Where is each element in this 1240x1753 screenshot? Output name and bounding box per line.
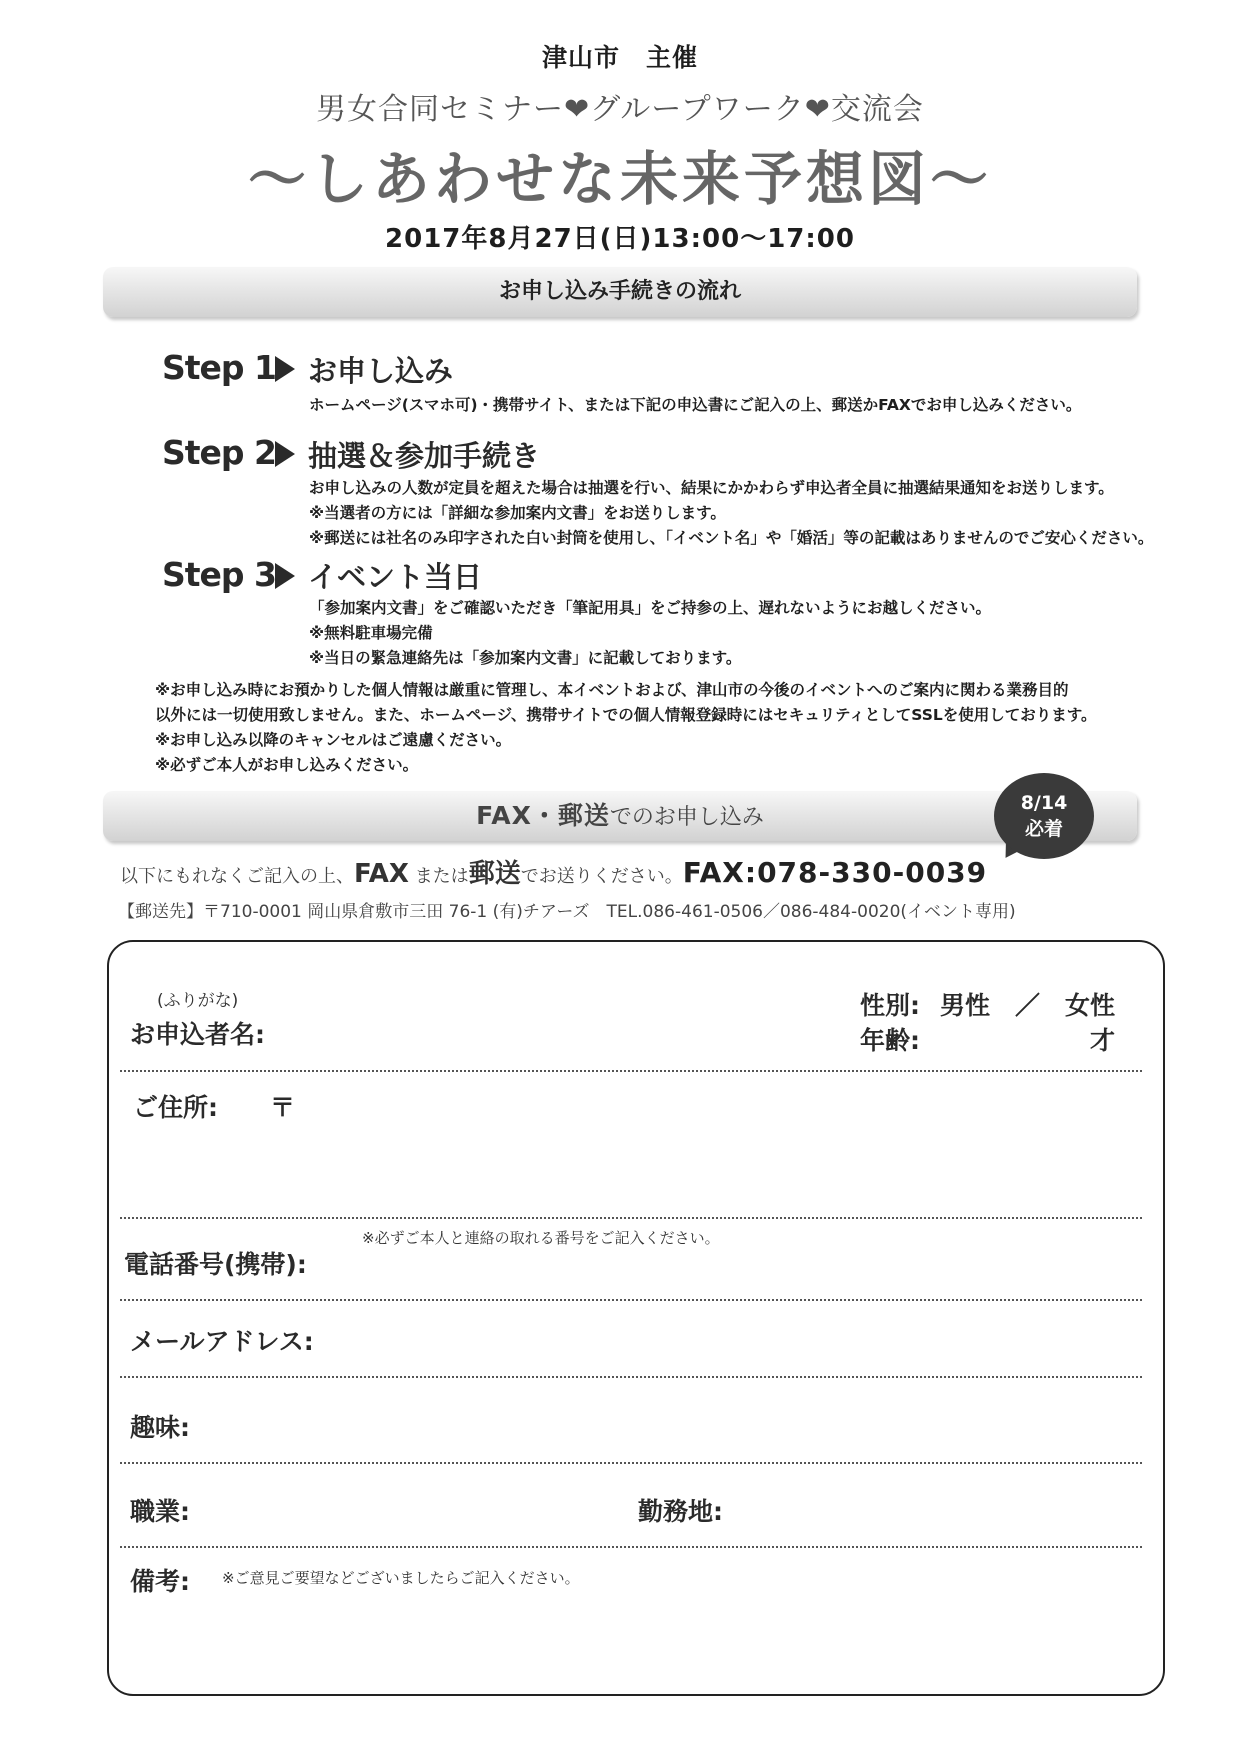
step-2-text-2: ※当選者の方には「詳細な参加案内文書」をお送りします。 xyxy=(309,504,726,522)
age-unit: 才 xyxy=(1090,1026,1116,1055)
fax-mail-banner xyxy=(103,791,1137,841)
job-field-line[interactable] xyxy=(120,1546,1142,1548)
send-instructions xyxy=(120,853,987,890)
fax-mail-banner-strong: FAX・郵送 xyxy=(476,801,610,830)
send-mid: または xyxy=(414,866,469,887)
deadline-label: 必着 xyxy=(1024,818,1063,840)
gender-options[interactable]: 男性 ／ 女性 xyxy=(940,991,1116,1020)
mail-address: 【郵送先】〒710-0001 岡山県倉敷市三田 76-1 (有)チアーズ TEL.086-461-0506／086-484-0020(イベント専用) xyxy=(118,902,1016,922)
remarks-label: 備考: xyxy=(130,1567,190,1596)
organizer: 津山市 主催 xyxy=(541,43,698,72)
procedure-banner: お申し込み手続きの流れ xyxy=(103,267,1137,317)
step-1-label: Step 1 xyxy=(162,348,276,387)
step-3-arrow-icon xyxy=(275,563,295,589)
job-label: 職業: xyxy=(130,1497,190,1526)
event-subtitle: 男女合同セミナー❤グループワーク❤交流会 xyxy=(316,92,924,127)
name-label: お申込者名: xyxy=(130,1020,265,1049)
cancel-note: ※お申し込み以降のキャンセルはご遠慮ください。 xyxy=(155,731,512,749)
phone-note: ※必ずご本人と連絡の取れる番号をご記入ください。 xyxy=(362,1229,720,1247)
remarks-note: ※ご意見ご要望などございましたらご記入ください。 xyxy=(222,1569,580,1587)
phone-field-line[interactable] xyxy=(120,1299,1142,1301)
send-fax: FAX xyxy=(354,859,409,889)
age-label: 年齢: xyxy=(860,1026,920,1055)
page-title: ～しあわせな未来予想図～ xyxy=(247,145,992,213)
step-3-text-2: ※無料駐車場完備 xyxy=(309,624,433,642)
step-1-title: お申し込み xyxy=(308,354,454,388)
step-1-arrow-icon xyxy=(275,356,295,382)
address-field-line[interactable] xyxy=(120,1217,1142,1219)
step-3-text-1: 「参加案内文書」をご確認いただき「筆記用具」をご持参の上、遅れないようにお越しください。 xyxy=(309,599,992,617)
privacy-note-1: ※お申し込み時にお預かりした個人情報は厳重に管理し、本イベントおよび、津山市の今後のイベントへのご案内に関わる業務目的 xyxy=(155,681,1069,699)
name-field-line[interactable] xyxy=(120,1070,1142,1072)
hobby-label: 趣味: xyxy=(130,1413,190,1442)
send-post: 郵送 xyxy=(468,859,521,889)
step-2-label: Step 2 xyxy=(162,433,276,472)
postal-mark: 〒 xyxy=(270,1093,296,1122)
deadline-badge xyxy=(994,773,1094,859)
fax-number: FAX:078-330-0039 xyxy=(682,856,988,889)
step-3-text-3: ※当日の緊急連絡先は「参加案内文書」に記載しております。 xyxy=(309,649,742,667)
furigana-label: (ふりがな) xyxy=(157,991,239,1011)
step-2-arrow-icon xyxy=(275,441,295,467)
step-2-text-3: ※郵送には社名のみ印字された白い封筒を使用し、「イベント名」や「婚活」等の記載はありませんのでご安心ください。 xyxy=(309,529,1154,547)
phone-label: 電話番号(携帯): xyxy=(124,1250,307,1279)
email-label: メールアドレス: xyxy=(130,1327,314,1356)
deadline-date: 8/14 xyxy=(1020,792,1068,814)
send-prefix: 以下にもれなくご記入の上、 xyxy=(120,866,354,887)
self-apply-note: ※必ずご本人がお申し込みください。 xyxy=(155,756,419,774)
step-3-title: イベント当日 xyxy=(308,560,483,594)
step-2-title: 抽選＆参加手続き xyxy=(308,439,541,473)
address-label: ご住所: xyxy=(133,1093,218,1122)
workplace-label: 勤務地: xyxy=(638,1497,723,1526)
step-1-text: ホームページ(スマホ可)・携帯サイト、または下記の申込書にご記入の上、郵送かFAXでお申し込みください。 xyxy=(309,396,1082,414)
step-2-text-1: お申し込みの人数が定員を超えた場合は抽選を行い、結果にかかわらず申込者全員に抽選結果通知をお送りします。 xyxy=(309,479,1114,497)
fax-mail-banner-rest: でのお申し込み xyxy=(609,805,764,830)
privacy-note-2: 以外には一切使用致しません。また、ホームページ、携帯サイトでの個人情報登録時にはセキュリティとしてSSLを使用しております。 xyxy=(155,706,1097,724)
email-field-line[interactable] xyxy=(120,1376,1142,1378)
hobby-field-line[interactable] xyxy=(120,1462,1142,1464)
step-3-label: Step 3 xyxy=(162,555,276,594)
send-suffix: でお送りください。 xyxy=(520,866,683,887)
gender-label: 性別: xyxy=(860,991,920,1020)
event-date: 2017年8月27日(日)13:00～17:00 xyxy=(385,224,855,254)
